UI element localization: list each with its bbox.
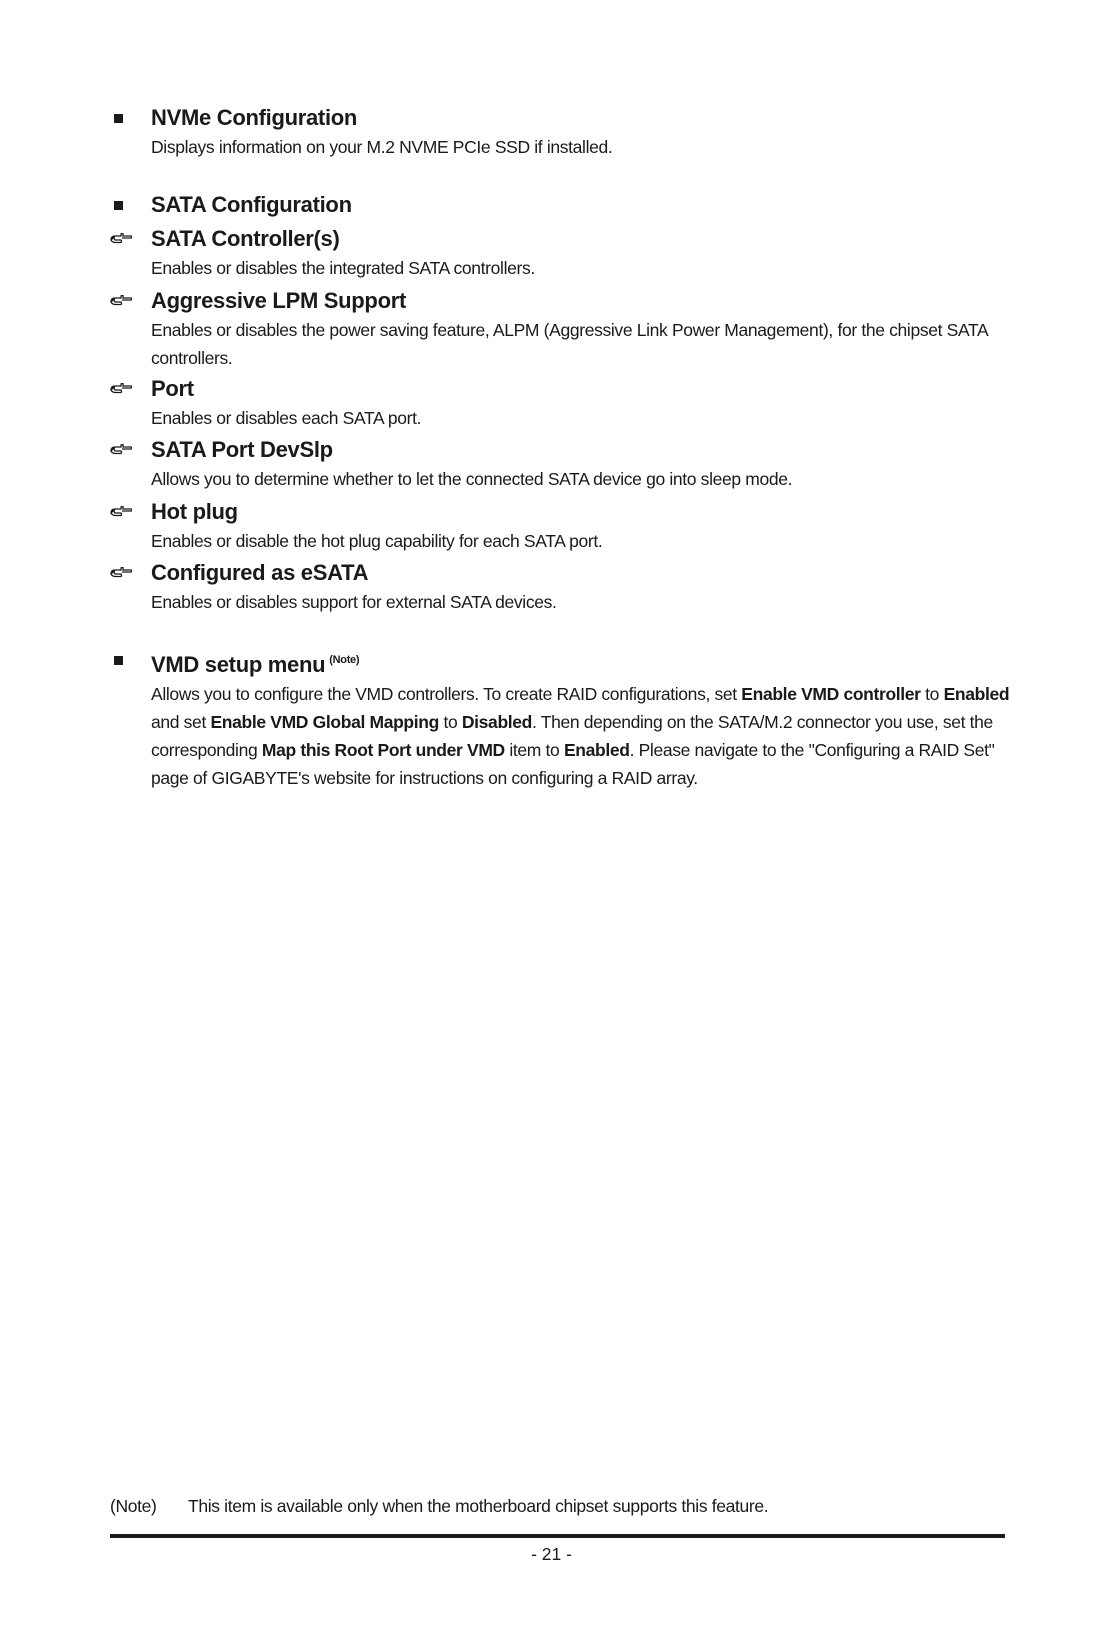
desc-emphasis: Enabled xyxy=(563,740,630,760)
desc-emphasis: Disabled xyxy=(461,712,533,732)
item-description: Allows you to determine whether to let the connected SATA device go into sleep mode. xyxy=(151,469,793,489)
section-description: Displays information on your M.2 NVME PCIe SSD if installed. xyxy=(151,137,613,157)
square-bullet-icon xyxy=(110,645,142,675)
desc-text: . Then depending on the SATA/M.2 connector you use, set the corresponding xyxy=(151,712,993,760)
item-description: Enables or disables the integrated SATA controllers. xyxy=(151,258,535,278)
section-sata-configuration xyxy=(110,190,1005,220)
pointing-hand-icon xyxy=(110,286,142,316)
desc-text: to xyxy=(920,684,944,704)
item-title: SATA Port DevSlp xyxy=(151,437,333,462)
item-title: Aggressive LPM Support xyxy=(151,288,406,313)
item-description: Enables or disables support for external SATA devices. xyxy=(151,592,557,612)
item-description: Enables or disables the power saving feature, ALPM (Aggressive Link Power Management), for the chipset SATA controllers. xyxy=(151,320,988,368)
item-aggressive-lpm-support xyxy=(110,286,1005,372)
item-sata-port-devslp xyxy=(110,435,1005,493)
desc-emphasis: Map this Root Port under VMD xyxy=(261,740,505,760)
pointing-hand-icon xyxy=(110,558,142,588)
desc-text: and set xyxy=(151,712,211,732)
item-port xyxy=(110,374,1005,432)
section-title: NVMe Configuration xyxy=(151,105,358,130)
desc-text: Allows you to configure the VMD controllers. To create RAID configurations, set xyxy=(151,684,742,704)
pointing-hand-icon xyxy=(110,497,142,527)
section-title xyxy=(151,645,1005,680)
item-description: Enables or disable the hot plug capability for each SATA port. xyxy=(151,531,603,551)
square-bullet-icon xyxy=(110,103,142,133)
item-description: Enables or disables each SATA port. xyxy=(151,408,422,428)
desc-text: to xyxy=(438,712,462,732)
item-sata-controllers xyxy=(110,224,1005,282)
desc-text: . Please navigate to the "Configuring a RAID Set" page of GIGABYTE's website for instructions on configuring a RAID array. xyxy=(151,740,995,788)
pointing-hand-icon xyxy=(110,374,142,404)
item-configured-as-esata xyxy=(110,558,1005,616)
footnote-text: This item is available only when the motherboard chipset supports this feature. xyxy=(188,1496,769,1516)
desc-emphasis: Enable VMD controller xyxy=(741,684,921,704)
section-vmd-setup-menu xyxy=(110,645,1010,792)
item-title: Hot plug xyxy=(151,499,238,524)
desc-text: item to xyxy=(504,740,564,760)
square-bullet-icon xyxy=(110,190,142,220)
desc-emphasis: Enable VMD Global Mapping xyxy=(210,712,439,732)
footnote xyxy=(110,1492,768,1520)
desc-emphasis: Enabled xyxy=(943,684,1010,704)
footer-rule xyxy=(110,1534,1005,1538)
pointing-hand-icon xyxy=(110,435,142,465)
item-hot-plug xyxy=(110,497,1005,555)
note-superscript: (Note) xyxy=(329,654,360,666)
pointing-hand-icon xyxy=(110,224,142,254)
section-description xyxy=(151,680,1011,792)
section-title: SATA Configuration xyxy=(151,192,352,217)
item-title: Port xyxy=(151,376,194,401)
page-number: - 21 - xyxy=(531,1544,572,1564)
section-title-text: VMD setup menu xyxy=(151,652,326,677)
section-nvme-configuration xyxy=(110,103,1005,161)
item-title: Configured as eSATA xyxy=(151,560,369,585)
footnote-tag: (Note) xyxy=(110,1496,157,1516)
item-title: SATA Controller(s) xyxy=(151,226,340,251)
